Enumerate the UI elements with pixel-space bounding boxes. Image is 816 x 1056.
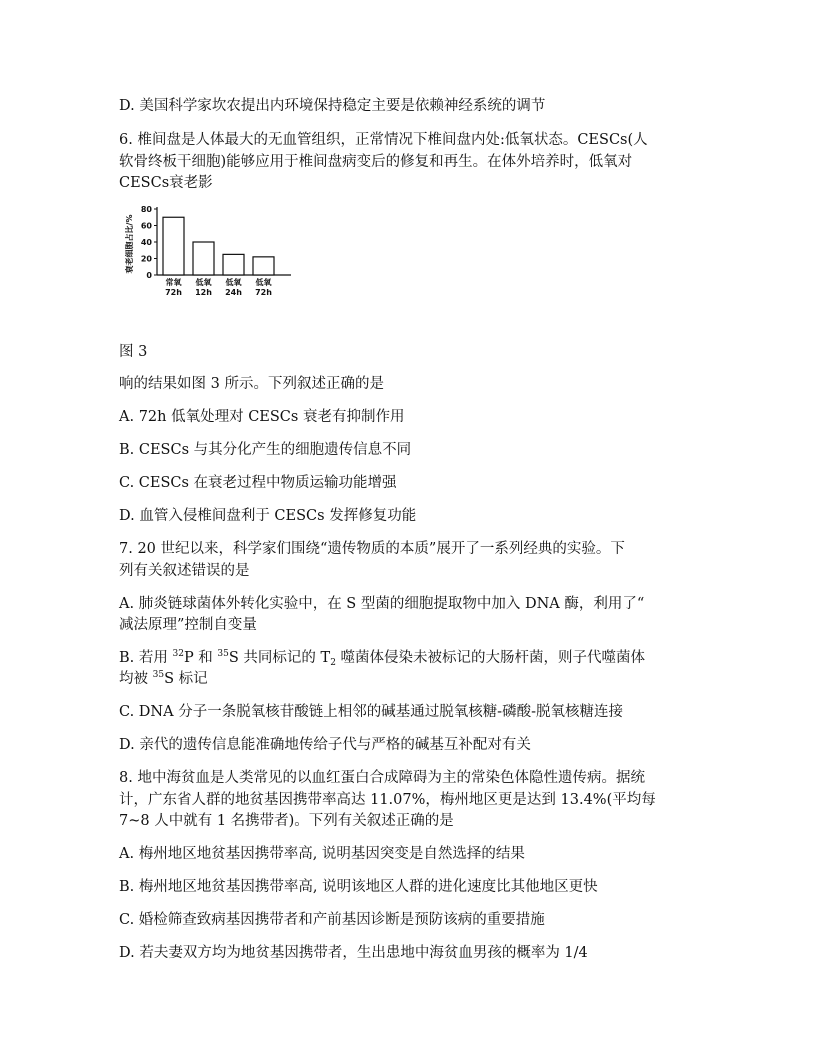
q8-stem-line-2: 计，广东省人群的地贫基因携带率高达 11.07%，梅州地区更是达到 13.4%(平均每 bbox=[119, 792, 656, 808]
q6-stem-line-4: 响的结果如图 3 所示。下列叙述正确的是 bbox=[119, 376, 384, 392]
q7-option-d: D. 亲代的遗传信息能准确地传给子代与严格的碱基互补配对有关 bbox=[119, 737, 531, 753]
q7-option-a-line-1: A. 肺炎链球菌体外转化实验中，在 S 型菌的细胞提取物中加入 DNA 酶，利用了“ bbox=[119, 596, 645, 612]
chart-x-tick-label: 低氧 bbox=[195, 278, 212, 287]
chart-bar bbox=[193, 242, 214, 275]
q7b-sub-2: 2 bbox=[330, 658, 336, 668]
q6-stem-line-3: CESCs衰老影 bbox=[119, 175, 213, 191]
q7b-sup-32: 32 bbox=[172, 649, 184, 659]
chart-bar bbox=[223, 254, 244, 275]
chart-x-tick-label: 常氧 bbox=[165, 278, 182, 287]
chart-x-tick-label: 72h bbox=[165, 288, 182, 297]
q7b2-text-b: S 标记 bbox=[164, 671, 208, 687]
chart-y-tick-label: 40 bbox=[140, 238, 152, 247]
chart-x-tick-label: 12h bbox=[195, 288, 212, 297]
q7b-text-c: S 共同标记的 T bbox=[228, 650, 331, 666]
chart-x-tick-label: 低氧 bbox=[225, 278, 242, 287]
chart-y-tick-label: 0 bbox=[146, 271, 152, 280]
chart-y-ticks bbox=[141, 205, 157, 280]
figure-caption: 图 3 bbox=[119, 344, 148, 360]
chart-y-tick-label: 80 bbox=[140, 205, 152, 214]
q8-option-c: C. 婚检筛查致病基因携带者和产前基因诊断是预防该病的重要措施 bbox=[119, 912, 545, 928]
chart-bar bbox=[163, 217, 184, 275]
q8-option-a: A. 梅州地区地贫基因携带率高, 说明基因突变是自然选择的结果 bbox=[119, 846, 525, 862]
q7-option-c: C. DNA 分子一条脱氧核苷酸链上相邻的碱基通过脱氧核糖-磷酸-脱氧核糖连接 bbox=[119, 704, 623, 720]
figure-3-bar-chart bbox=[119, 200, 309, 305]
q8-stem-line-3: 7~8 人中就有 1 名携带者)。下列有关叙述正确的是 bbox=[119, 813, 454, 829]
q7-option-b-line-2 bbox=[119, 669, 208, 689]
q6-stem-line-2: 软骨终板干细胞)能够应用于椎间盘病变后的修复和再生。在体外培养时，低氧对 bbox=[119, 154, 633, 170]
chart-x-tick-label: 72h bbox=[255, 288, 272, 297]
chart-x-labels bbox=[165, 277, 272, 297]
chart-bars bbox=[163, 217, 274, 275]
q8-option-b: B. 梅州地区地贫基因携带率高, 说明该地区人群的进化速度比其他地区更快 bbox=[119, 879, 598, 895]
q8-option-d: D. 若夫妻双方均为地贫基因携带者，生出患地中海贫血男孩的概率为 1/4 bbox=[119, 945, 588, 961]
q7b-text-b: P 和 bbox=[183, 650, 218, 666]
q7b2-text-a: 均被 bbox=[119, 671, 153, 687]
q6-stem-line-1: 6. 椎间盘是人体最大的无血管组织，正常情况下椎间盘内处:低氧状态。CESCs(人 bbox=[119, 132, 648, 148]
chart-x-tick-label: 24h bbox=[225, 288, 242, 297]
q7-stem-line-1: 7. 20 世纪以来，科学家们围绕“遗传物质的本质”展开了一系列经典的实验。下 bbox=[119, 541, 625, 557]
q6-option-d: D. 血管入侵椎间盘利于 CESCs 发挥修复功能 bbox=[119, 508, 417, 524]
chart-bar bbox=[253, 257, 274, 275]
q7b2-sup-35: 35 bbox=[152, 670, 165, 680]
q5-option-d: D. 美国科学家坎农提出内环境保持稳定主要是依赖神经系统的调节 bbox=[119, 98, 546, 114]
q7b-text-a: B. 若用 bbox=[119, 650, 173, 666]
q6-option-a: A. 72h 低氧处理对 CESCs 衰老有抑制作用 bbox=[119, 409, 405, 425]
chart-y-tick-label: 60 bbox=[140, 221, 152, 231]
chart-y-tick-label: 20 bbox=[140, 254, 152, 264]
chart-x-tick-label: 低氧 bbox=[255, 278, 272, 287]
q7b-text-d: 噬菌体侵染未被标记的大肠杆菌，则子代噬菌体 bbox=[335, 650, 646, 666]
q6-option-c: C. CESCs 在衰老过程中物质运输功能增强 bbox=[119, 475, 397, 491]
chart-y-axis-label: 衰老细胞占比/% bbox=[125, 214, 134, 274]
q7-option-a-line-2: 减法原理”控制自变量 bbox=[119, 617, 257, 633]
q7-stem-line-2: 列有关叙述错误的是 bbox=[119, 563, 250, 579]
q7-option-b-line-1 bbox=[119, 648, 645, 668]
q6-option-b: B. CESCs 与其分化产生的细胞遗传信息不同 bbox=[119, 442, 412, 458]
q8-stem-line-1: 8. 地中海贫血是人类常见的以血红蛋白合成障碍为主的常染色体隐性遗传病。据统 bbox=[119, 770, 645, 786]
q7b-sup-35: 35 bbox=[217, 649, 229, 659]
